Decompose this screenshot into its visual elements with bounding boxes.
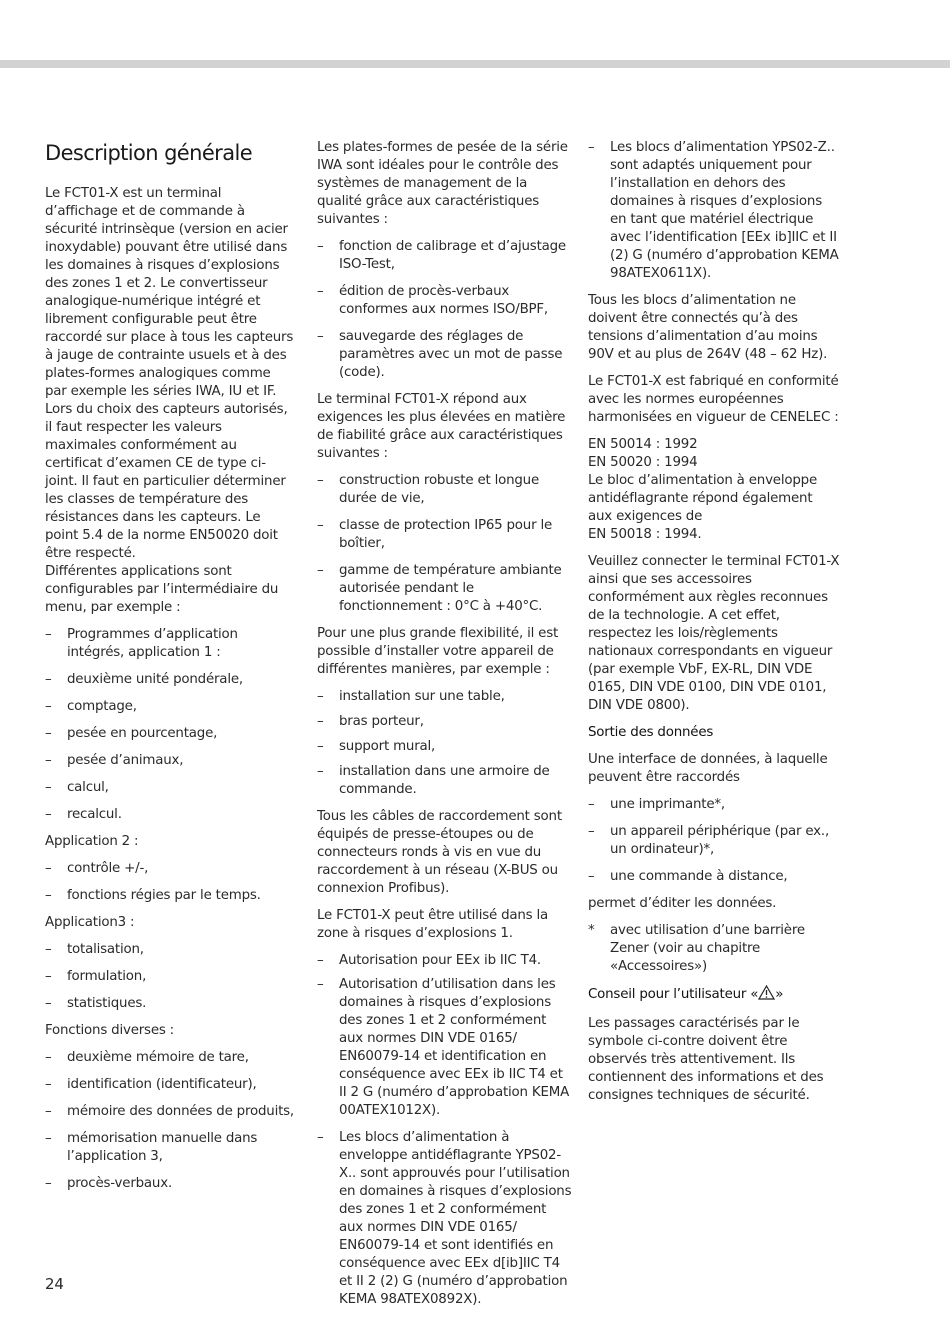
column-3 [588, 139, 840, 1114]
standard-en50020: EN 50020 : 1994 [588, 455, 698, 470]
power-supply-list [588, 139, 840, 283]
list-item: – classe de protection IP65 pour le boîtier, [317, 518, 553, 551]
list-item: – deuxième unité pondérale, [45, 672, 243, 687]
list-item: – comptage, [45, 699, 137, 714]
column-1 [45, 139, 295, 1202]
list-item: – pesée en pourcentage, [45, 726, 218, 741]
standard-en50014: EN 50014 : 1992 [588, 437, 698, 452]
list-item: – totalisation, [45, 942, 144, 957]
application-2-list [45, 860, 295, 905]
list-item: – procès-verbaux. [45, 1176, 172, 1191]
list-item: – installation dans une armoire de commande. [317, 764, 550, 797]
list-item: – formulation, [45, 969, 147, 984]
safety-paragraph: Les passages caractérisés par le symbole ci-contre doivent être observés très attentivement. Ils contiennent des informations et des consignes techniques de sécurité. [588, 1016, 824, 1103]
cables-paragraph: Tous les câbles de raccordement sont équipés de presse-étoupes ou de connecteurs ronds à vis en vue du raccordement à un réseau (X-BUS ou connexion Profibus). [317, 809, 562, 896]
application-2-label: Application 2 : [45, 834, 139, 849]
list-item: – pesée d’animaux, [45, 753, 184, 768]
list-item: – calcul, [45, 780, 109, 795]
list-item: – fonction de calibrage et d’ajustage ISO-Test, [317, 239, 566, 272]
list-item: – installation sur une table, [317, 689, 505, 704]
intro-paragraph-2: Lors du choix des capteurs autorisés, il faut respecter les valeurs maximales conformément au certificat d’examen CE de type ci-joint. Il faut en particulier déterminer les classes de température des résistances dans les capteurs. Le point 5.4 de la norme EN50020 doit être respecté. [45, 402, 288, 561]
approvals-list [317, 952, 572, 1309]
list-item: – construction robuste et longue durée de vie, [317, 473, 540, 506]
list-item: – édition de procès-verbaux conformes aux normes ISO/BPF, [317, 284, 548, 317]
list-item: – mémoire des données de produits, [45, 1104, 294, 1119]
list-item: – sauvegarde des réglages de paramètres avec un mot de passe (code). [317, 329, 563, 380]
flexibility-paragraph: Pour une plus grande flexibilité, il est possible d’installer votre appareil de différentes manières, par exemple : [317, 626, 559, 677]
standard-en50018: EN 50018 : 1994. [588, 527, 702, 542]
list-item: – recalcul. [45, 807, 122, 822]
application-3-label: Application3 : [45, 915, 135, 930]
list-item: – fonctions régies par le temps. [45, 888, 261, 903]
list-item: – contrôle +/-, [45, 861, 149, 876]
list-item: – statistiques. [45, 996, 147, 1011]
list-item: – un appareil périphérique (par ex., un ordinateur)*, [588, 824, 830, 857]
voltage-paragraph: Tous les blocs d’alimentation ne doivent être connectés qu’à des tensions d’alimentation d’au moins 90V et au plus de 264V (48 – 62 Hz). [588, 293, 828, 362]
data-interface-paragraph: Une interface de données, à laquelle peuvent être raccordés [588, 752, 828, 785]
data-output-heading: Sortie des données [588, 725, 714, 740]
page-title: Description générale [45, 141, 253, 165]
installation-list [317, 688, 572, 799]
connection-paragraph: Veuillez connecter le terminal FCT01-X ainsi que ses accessoires conformément aux règles reconnues de la technologie. A cet effet, respectez les lois/règlements nationaux correspondants en vigueur (par exemple VbF, EX-RL, DIN VDE 0165, DIN VDE 0100, DIN VDE 0101, DIN VDE 0800). [588, 554, 840, 713]
intro-paragraph: Le FCT01-X est un terminal d’affichage et de commande à sécurité intrinsèque (version en acier inoxydable) pouvant être utilisé dans les domaines à risques d’explosions des zones 1 et 2. Le convertisseur analogique-numérique intégré et librement configurable peut être raccordé sur place à tous les capteurs à jauge de contrainte usuels et à des plates-formes analogiques comme par exemple les séries IWA, IU et IF. [45, 186, 294, 399]
column-2 [317, 139, 572, 1318]
enclosure-paragraph: Le bloc d’alimentation à enveloppe antidéflagrante répond également aux exigences de [588, 473, 817, 524]
footnote-star: * [588, 923, 595, 938]
list-item: – gamme de température ambiante autorisée pendant le fonctionnement : 0°C à +40°C. [317, 563, 562, 614]
top-rule [0, 60, 950, 68]
list-item: – mémorisation manuelle dans l’application 3, [45, 1131, 258, 1164]
application-3-list [45, 941, 295, 1013]
list-item: – bras porteur, [317, 714, 424, 729]
list-item: – deuxième mémoire de tare, [45, 1050, 249, 1065]
application-1-list [45, 626, 295, 824]
list-item: – Autorisation pour EEx ib IIC T4. [317, 953, 541, 968]
reliability-list [317, 472, 572, 616]
zone-paragraph: Le FCT01-X peut être utilisé dans la zone à risques d’explosions 1. [317, 908, 549, 941]
list-item: – identification (identificateur), [45, 1077, 257, 1092]
user-advice-heading: Conseil pour l’utilisateur « » [588, 985, 840, 1006]
list-item: – support mural, [317, 739, 436, 754]
reliability-paragraph: Le terminal FCT01-X répond aux exigences les plus élevées en matière de fiabilité grâce aux caractéristiques suivantes : [317, 392, 566, 461]
cenelec-paragraph: Le FCT01-X est fabriqué en conformité avec les normes européennes harmonisées en vigueur de CENELEC : [588, 374, 839, 425]
iwa-paragraph: Les plates-formes de pesée de la série IWA sont idéales pour le contrôle des systèmes de management de la qualité grâce aux caractéristiques suivantes : [317, 140, 568, 227]
iwa-features-list [317, 238, 572, 382]
list-item: – une imprimante*, [588, 797, 725, 812]
data-output-list [588, 796, 840, 886]
list-item: – une commande à distance, [588, 869, 788, 884]
list-item: – Autorisation d’utilisation dans les domaines à risques d’explosions des zones 1 et 2 conformément aux normes DIN VDE 0165/ EN60079-14 et identification en conséquence avec EEx ib IIC T4 et II 2 G (numéro d’approbation KEMA 00ATEX1012X). [317, 977, 570, 1118]
list-item: – Les blocs d’alimentation YPS02-Z.. sont adaptés uniquement pour l’installation en dehors des domaines à risques d’explosions en tant que matériel électrique avec l’identification [EEx ib]IIC et II (2) G (numéro d’approbation KEMA 98ATEX0611X). [588, 140, 839, 281]
page-number: 24 [45, 1275, 64, 1293]
fonctions-diverses-list [45, 1049, 295, 1193]
edit-data-paragraph: permet d’éditer les données. [588, 896, 777, 911]
list-item: – Programmes d’application intégrés, application 1 : [45, 627, 238, 660]
footnote-text: avec utilisation d’une barrière Zener (voir au chapitre «Accessoires») [610, 923, 805, 974]
intro-paragraph-3: Différentes applications sont configurables par l’intermédiaire du menu, par exemple : [45, 564, 279, 615]
warning-triangle-icon [758, 985, 775, 1006]
zener-footnote [588, 922, 840, 976]
fonctions-diverses-label: Fonctions diverses : [45, 1023, 174, 1038]
list-item: – Les blocs d’alimentation à enveloppe antidéflagrante YPS02-X.. sont approuvés pour l’utilisation en domaines à risques d’explosions des zones 1 et 2 conformément aux normes DIN VDE 0165/ EN60079-14 et sont identifiés en conséquence avec EEx d[ib]IIC T4 et II 2 (2) G (numéro d’approbation KEMA 98ATEX0892X). [317, 1130, 572, 1307]
